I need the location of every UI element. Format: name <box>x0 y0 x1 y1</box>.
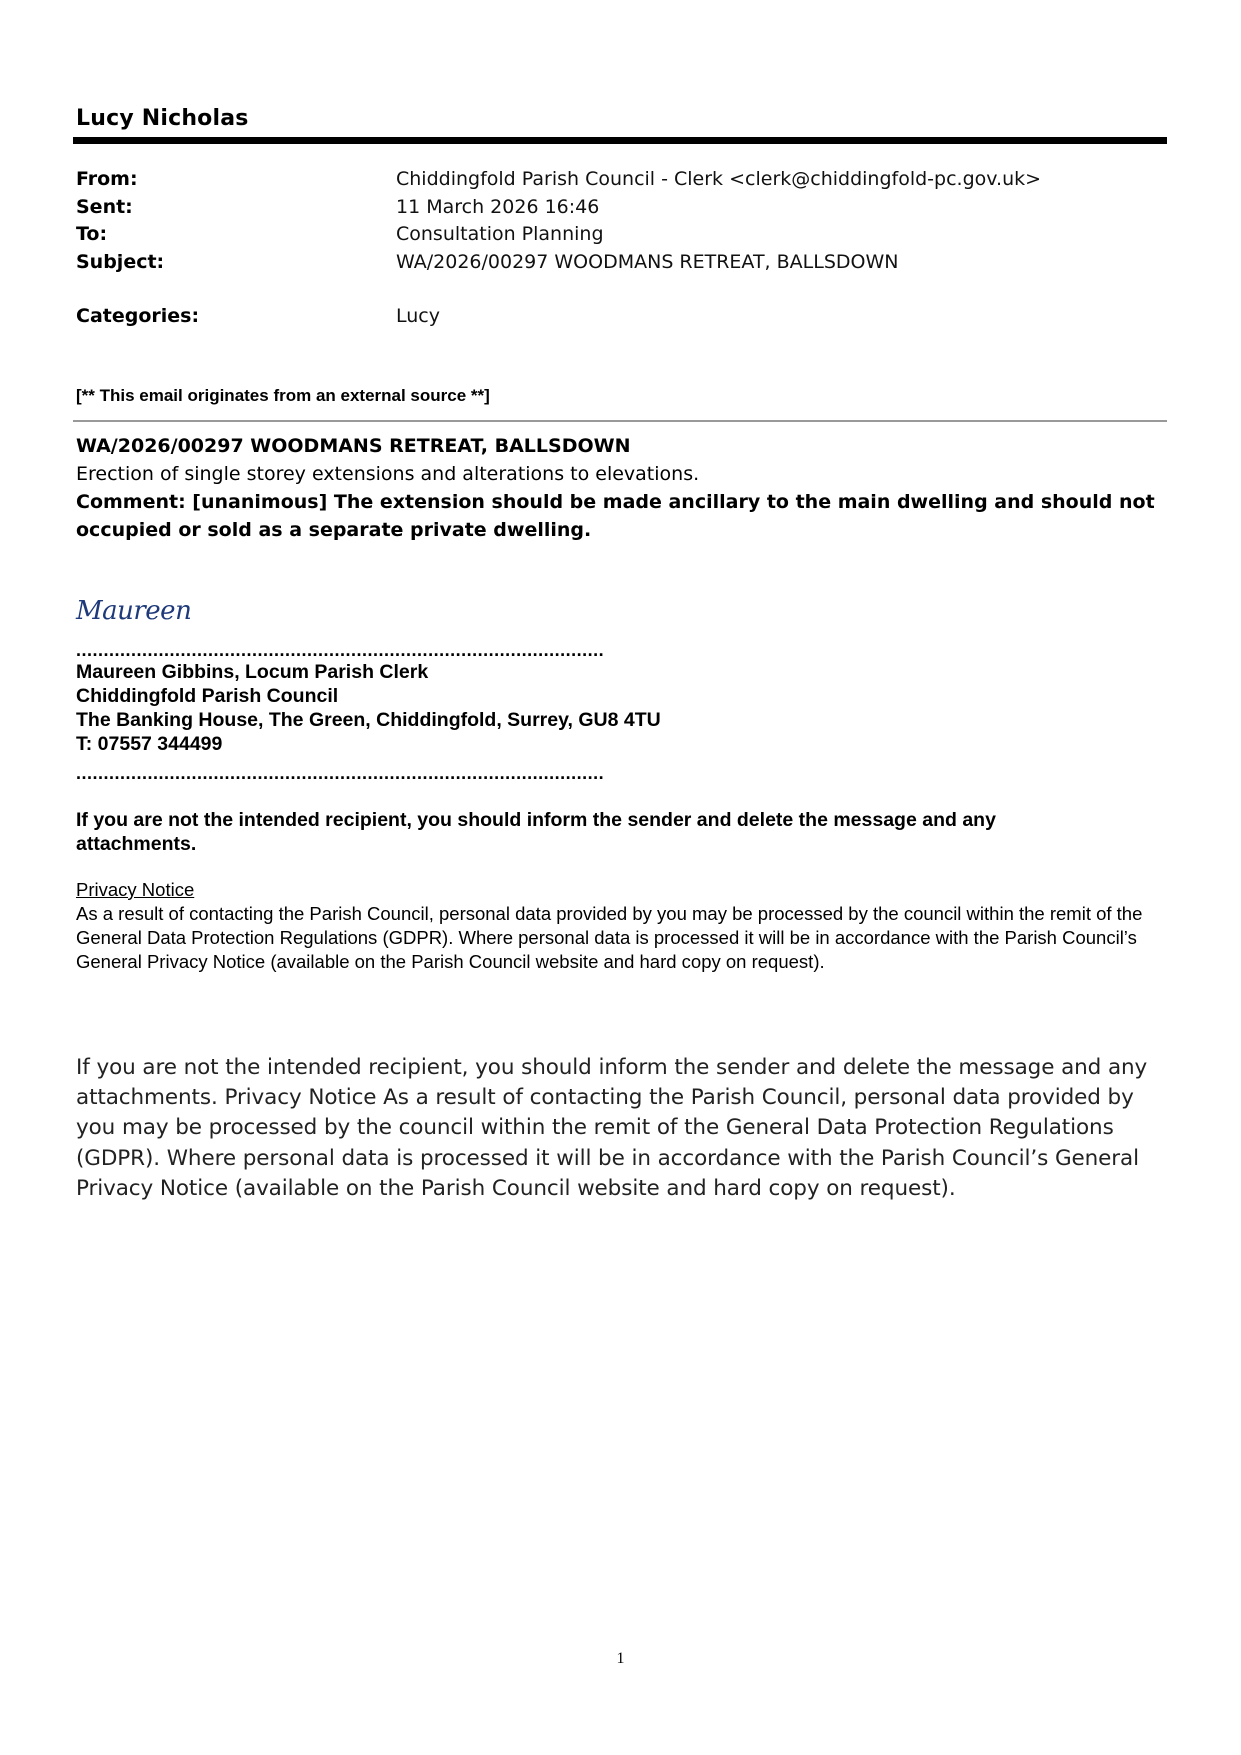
signature-name-title: Maureen Gibbins, Locum Parish Clerk <box>76 661 429 683</box>
sent-value: 11 March 2026 16:46 <box>396 195 600 218</box>
signature-dotted-rule-top: ................................................................................................ <box>76 646 605 656</box>
privacy-notice-title: Privacy Notice <box>76 879 195 900</box>
sent-label: Sent: <box>76 195 133 218</box>
disclaimer-footer: If you are not the intended recipient, you should inform the sender and delete the message and any attachments. Privacy Notice As a result of contacting the Parish Council, personal data provided by you may be processed by the council within the remit of the General Data Protection Regulations (GDPR). Where personal data is processed it will be in accordance with the Parish Council’s General Privacy Notice (available on the Parish Council website and hard copy on request). <box>76 1055 1148 1201</box>
application-description: Erection of single storey extensions and alterations to elevations. <box>76 463 700 485</box>
page-number: 1 <box>616 1650 625 1667</box>
signature-phone: T: 07557 344499 <box>76 733 223 755</box>
signature-dotted-rule-bottom: ................................................................................................ <box>76 769 605 779</box>
signature-organisation: Chiddingfold Parish Council <box>76 685 339 707</box>
subject-value: WA/2026/00297 WOODMANS RETREAT, BALLSDOWN <box>396 250 899 273</box>
banner-divider <box>73 420 1167 422</box>
subject-label: Subject: <box>76 250 165 273</box>
categories-label: Categories: <box>76 305 200 327</box>
signature-block <box>76 660 661 756</box>
to-value: Consultation Planning <box>396 223 604 245</box>
header-thick-rule <box>73 137 1167 144</box>
privacy-notice-text: As a result of contacting the Parish Council, personal data provided by you may be processed by the council within the remit of the General Data Protection Regulations (GDPR). Where personal data is processed it will be in accordance with the Parish Council’s General Privacy Notice (available on the Parish Council website and hard copy on request). <box>76 903 1143 972</box>
application-reference: WA/2026/00297 WOODMANS RETREAT, BALLSDOWN <box>76 435 631 457</box>
recipient-warning: If you are not the intended recipient, you should inform the sender and delete the message and any attachments. <box>76 809 996 855</box>
categories-value: Lucy <box>396 305 440 327</box>
handwritten-signature: Maureen <box>76 596 192 626</box>
mailbox-owner-name: Lucy Nicholas <box>76 106 249 131</box>
council-comment: Comment: [unanimous] The extension should be made ancillary to the main dwelling and should not occupied or sold as a separate private dwelling. <box>76 491 1155 541</box>
message-body <box>76 432 1166 544</box>
from-value: Chiddingfold Parish Council - Clerk <clerk@chiddingfold-pc.gov.uk> <box>396 168 1042 190</box>
signature-address: The Banking House, The Green, Chiddingfold, Surrey, GU8 4TU <box>76 709 661 731</box>
to-label: To: <box>76 223 108 245</box>
from-label: From: <box>76 168 138 190</box>
external-source-banner: [** This email originates from an external source **] <box>76 386 490 405</box>
